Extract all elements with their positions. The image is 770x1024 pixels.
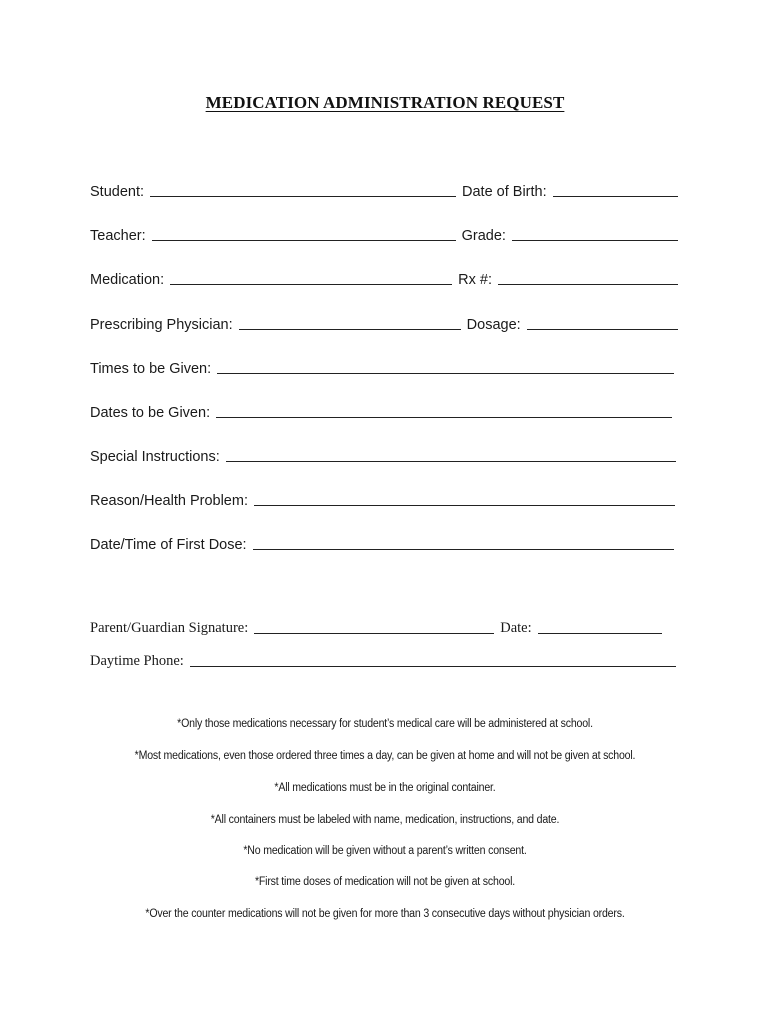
daytime-phone-field[interactable] [190, 665, 676, 667]
student-field[interactable] [150, 195, 456, 197]
prescribing-physician-label: Prescribing Physician: [90, 317, 233, 333]
form-title [0, 93, 770, 113]
reason-health-problem-field[interactable] [254, 504, 675, 506]
note-item: *Only those medications necessary for student’s medical care will be administered at school. [177, 718, 593, 730]
dosage-field[interactable] [527, 328, 678, 330]
daytime-phone-row [90, 653, 676, 670]
first-dose-label: Date/Time of First Dose: [90, 537, 247, 553]
dates-row [90, 405, 672, 421]
first-dose-row [90, 537, 674, 553]
teacher-field[interactable] [152, 239, 456, 241]
signature-date-field[interactable] [538, 632, 662, 634]
daytime-phone-label: Daytime Phone: [90, 653, 184, 669]
form-title-text: MEDICATION ADMINISTRATION REQUEST [205, 93, 565, 112]
note-item: *All containers must be labeled with name, medication, instructions, and date. [210, 814, 560, 826]
first-dose-field[interactable] [253, 548, 674, 550]
medication-label: Medication: [90, 272, 165, 288]
rx-field[interactable] [498, 283, 678, 285]
dates-to-be-given-label: Dates to be Given: [90, 405, 211, 421]
reason-row [90, 493, 675, 509]
student-row [90, 184, 678, 200]
note-item: *All medications must be in the original container. [274, 782, 496, 794]
special-instructions-label: Special Instructions: [90, 449, 220, 465]
dates-to-be-given-field[interactable] [216, 416, 672, 418]
date-of-birth-label: Date of Birth: [462, 184, 547, 200]
grade-field[interactable] [512, 239, 678, 241]
medication-row [90, 272, 678, 288]
teacher-label: Teacher: [90, 228, 146, 244]
signature-row [90, 620, 662, 637]
parent-signature-label: Parent/Guardian Signature: [90, 620, 249, 636]
special-instructions-field[interactable] [226, 460, 676, 462]
physician-row [90, 317, 678, 333]
rx-label: Rx #: [458, 272, 492, 288]
times-to-be-given-label: Times to be Given: [90, 361, 212, 377]
grade-label: Grade: [461, 228, 506, 244]
note-item: *Most medications, even those ordered three times a day, can be given at home and will not be given at school. [134, 750, 636, 762]
date-of-birth-field[interactable] [553, 195, 678, 197]
student-label: Student: [90, 184, 145, 200]
prescribing-physician-field[interactable] [239, 328, 461, 330]
note-item: *First time doses of medication will not be given at school. [254, 876, 516, 888]
times-to-be-given-field[interactable] [217, 372, 674, 374]
note-item: *No medication will be given without a parent’s written consent. [243, 845, 527, 857]
signature-date-label: Date: [500, 620, 532, 636]
medication-field[interactable] [170, 283, 452, 285]
times-row [90, 361, 674, 377]
reason-health-problem-label: Reason/Health Problem: [90, 493, 248, 509]
dosage-label: Dosage: [466, 317, 521, 333]
parent-signature-field[interactable] [254, 632, 494, 634]
teacher-row [90, 228, 678, 244]
special-instructions-row [90, 449, 676, 465]
note-item: *Over the counter medications will not be given for more than 3 consecutive days without physician orders. [145, 908, 625, 920]
